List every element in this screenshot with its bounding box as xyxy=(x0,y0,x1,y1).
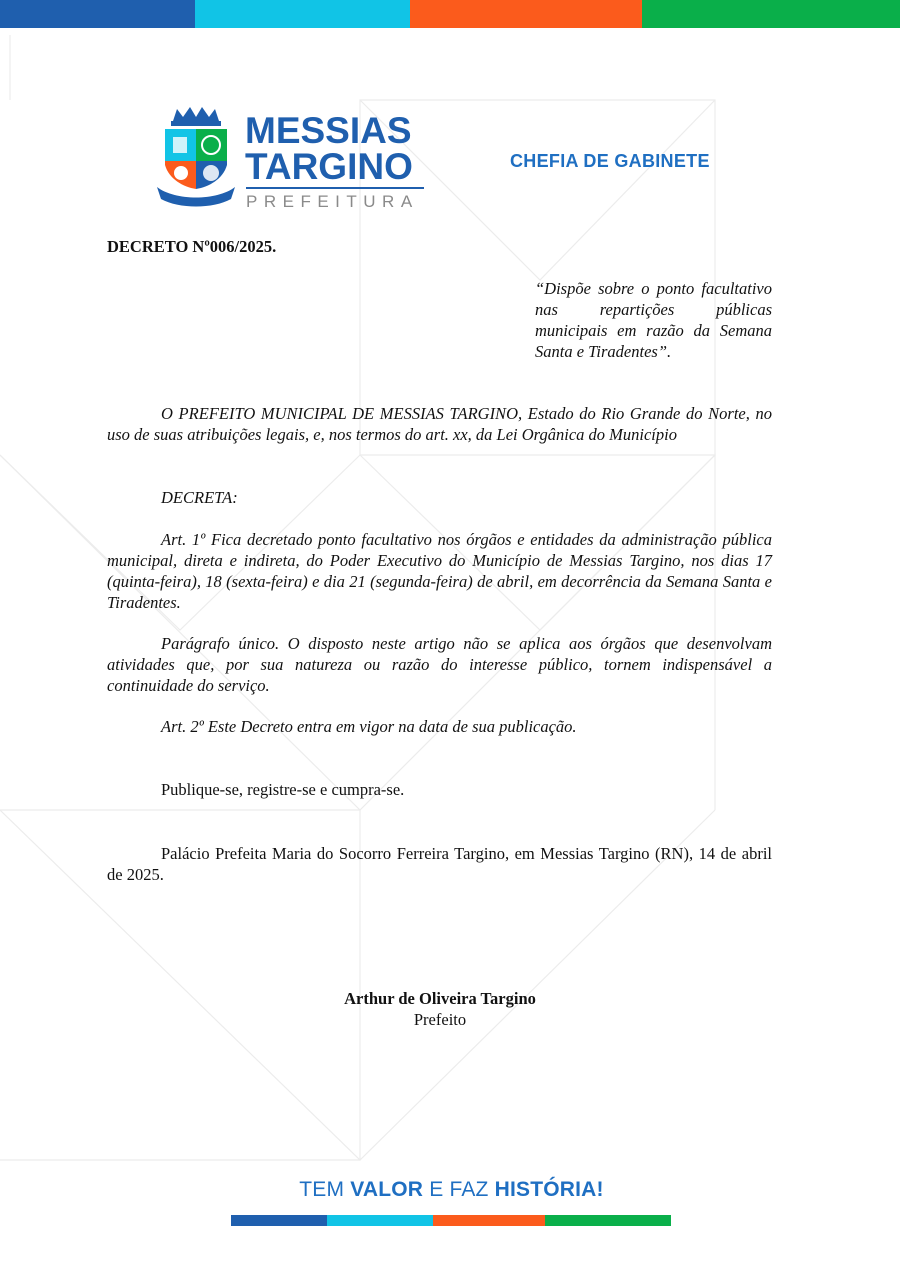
top-bar-blue xyxy=(0,0,195,28)
top-color-bar xyxy=(0,0,900,28)
bottom-bar-cyan xyxy=(327,1215,433,1226)
top-bar-green xyxy=(642,0,900,28)
signature-block xyxy=(0,988,880,1030)
article-2: Art. 2º Este Decreto entra em vigor na data de sua publicação. xyxy=(161,717,577,736)
brand-subtitle: PREFEITURA xyxy=(246,192,419,211)
bottom-bar-orange xyxy=(433,1215,545,1226)
decree-title: DECRETO Nº006/2025. xyxy=(107,237,277,256)
signatory-role: Prefeito xyxy=(413,1010,467,1029)
top-bar-orange xyxy=(410,0,642,28)
decree-summary: “Dispõe sobre o ponto facultativo nas repartições públicas municipais em razão da Semana Santa e Tiradentes”. xyxy=(535,279,772,361)
department-name: CHEFIA DE GABINETE xyxy=(510,151,710,171)
place-and-date: Palácio Prefeita Maria do Socorro Ferreira Targino, em Messias Targino (RN), 14 de abril de 2025. xyxy=(107,844,772,884)
top-bar-cyan xyxy=(195,0,410,28)
article-1: Art. 1º Fica decretado ponto facultativo nos órgãos e entidades da administração pública municipal, direta e indireta, do Poder Executivo do Município de Messias Targino, nos dias 17 (quinta-feira), 18 (sexta-feira) e dia 21 (segunda-feira) de abril, em decorrência da Semana Santa e Tiradentes. xyxy=(107,530,772,612)
brand-name: MESSIAS TARGINO xyxy=(245,110,413,187)
decree-preamble: O PREFEITO MUNICIPAL DE MESSIAS TARGINO, Estado do Rio Grande do Norte, no uso de suas atribuições legais, e, nos termos do art. xx, da Lei Orgânica do Município xyxy=(107,404,772,444)
bottom-bar-green xyxy=(545,1215,671,1226)
bottom-bar-blue xyxy=(231,1215,327,1226)
publication-order: Publique-se, registre-se e cumpra-se. xyxy=(161,780,405,799)
footer-slogan: TEM VALOR E FAZ HISTÓRIA! xyxy=(299,1178,604,1201)
prefeitura-logo xyxy=(155,105,430,215)
bottom-color-bar xyxy=(231,1215,671,1226)
brand-divider xyxy=(246,187,424,189)
municipal-crest-icon xyxy=(155,105,237,210)
decreta-heading: DECRETA: xyxy=(161,488,238,507)
sole-paragraph: Parágrafo único. O disposto neste artigo não se aplica aos órgãos que desenvolvam atividades que, por sua natureza ou razão do interesse público, tornem indispensável a continuidade do serviço. xyxy=(107,634,772,695)
signatory-name: Arthur de Oliveira Targino xyxy=(344,989,536,1008)
